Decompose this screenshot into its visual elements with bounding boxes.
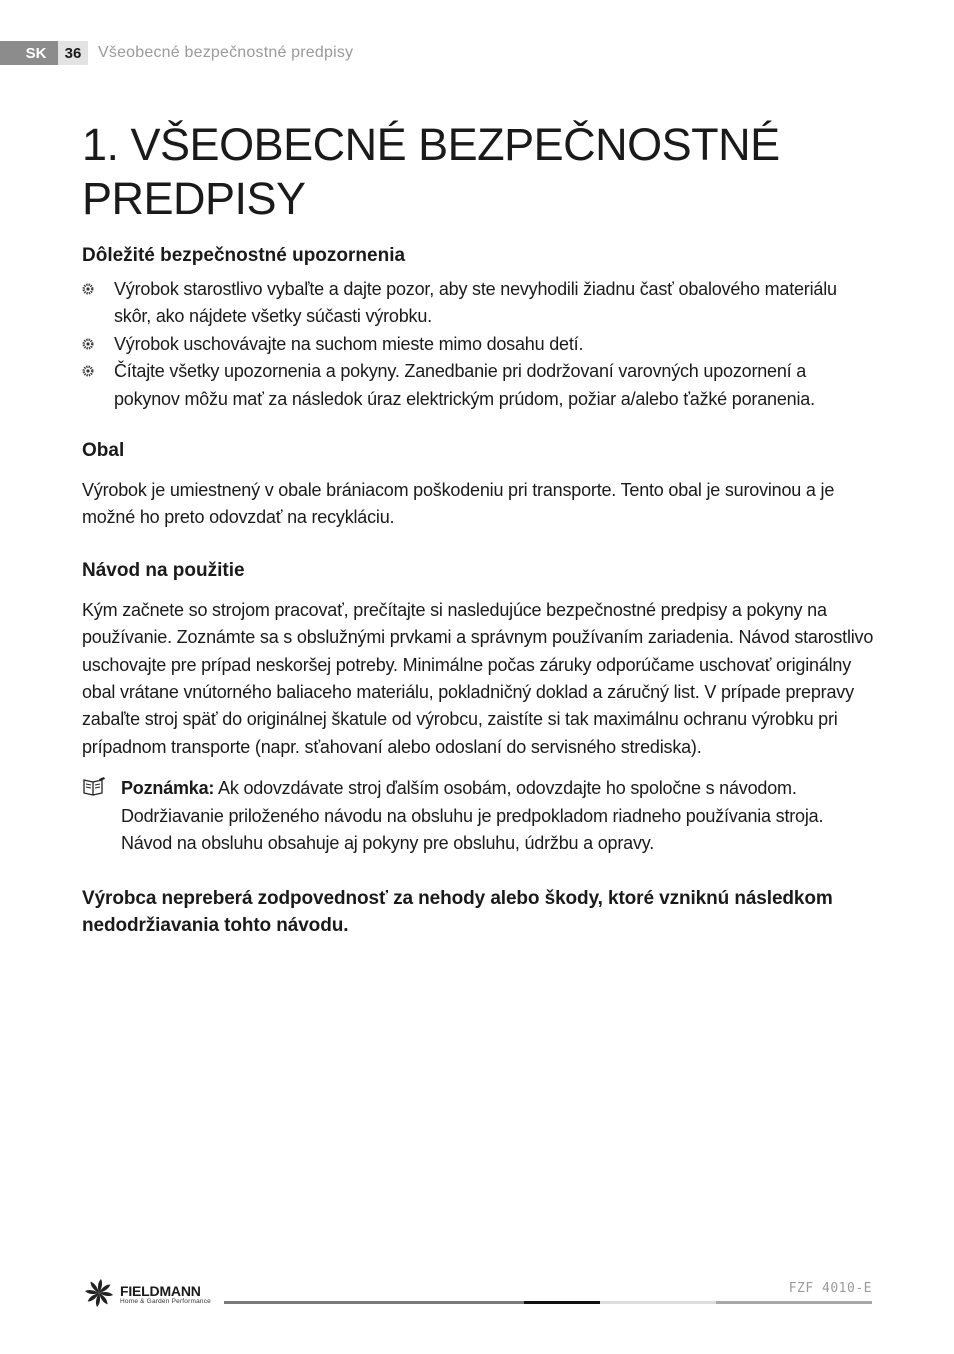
section-heading-packaging: Obal bbox=[82, 440, 125, 462]
model-number: FZF 4010-E bbox=[788, 1281, 872, 1296]
note-block bbox=[82, 775, 874, 857]
gear-bullet-icon bbox=[82, 283, 94, 295]
page-content bbox=[82, 118, 874, 940]
running-title: Všeobecné bezpečnostné predpisy bbox=[98, 44, 354, 61]
brand-name: FIELDMANN bbox=[120, 1283, 201, 1299]
important-list bbox=[82, 276, 874, 413]
open-book-icon bbox=[82, 777, 106, 797]
packaging-text: Výrobok je umiestnený v obale brániacom poškodeniu pri transporte. Tento obal je surovinou a je možné ho preto odovzdať na recykláciu. bbox=[82, 480, 835, 528]
list-item-text: Čítajte všetky upozornenia a pokyny. Zanedbanie pri dodržovaní varovných upozornení a pokynov môžu mať za následok úraz elektrickým prúdom, požiar a/alebo ťažké poranenia. bbox=[114, 361, 815, 409]
brand-tagline: Home & Garden Performance bbox=[120, 1298, 211, 1305]
gear-bullet-icon bbox=[82, 338, 94, 350]
list-item-text: Výrobok uschovávajte na suchom mieste mimo dosahu detí. bbox=[114, 333, 584, 354]
page-header bbox=[0, 41, 353, 65]
gear-bullet-icon bbox=[82, 365, 94, 377]
brand-logo bbox=[82, 1276, 222, 1312]
list-item-text: Výrobok starostlivo vybaľte a dajte pozor, aby ste nevyhodili žiadnu časť obalového materiálu skôr, ako nájdete všetky súčasti výrobku. bbox=[114, 279, 837, 327]
list-item bbox=[82, 331, 874, 358]
manual-text: Kým začnete so strojom pracovať, prečítajte si nasledujúce bezpečnostné predpisy a pokyny na používanie. Zoznámte sa s obslužnými prvkami a správnym používaním zariadenia. Návod starostlivo uschovajte pre prípad neskoršej potreby. Minimálne počas záruky odporúčame uschovať originálny obal vrátane vnútorného baliaceho materiálu, pokladničný doklad a záručný list. V prípade prepravy zabaľte stroj späť do originálnej škatule od výrobcu, zaistíte si tak maximálnu ochranu výrobku pri prípadnom transporte (napr. sťahovaní alebo odoslaní do servisného strediska). bbox=[82, 599, 874, 757]
section-heading-manual: Návod na použitie bbox=[82, 559, 245, 581]
footer-rule-right bbox=[716, 1301, 872, 1304]
page-number: 36 bbox=[58, 41, 88, 65]
language-tag: SK bbox=[0, 41, 58, 65]
note-label: Poznámka: bbox=[121, 778, 215, 799]
list-item bbox=[82, 276, 874, 331]
liability-warning: Výrobca nepreberá zodpovednosť za nehody alebo škody, ktoré vzniknú následkom nedodržiavania tohto návodu. bbox=[82, 887, 833, 936]
note-paragraph bbox=[121, 775, 874, 857]
note-text: Ak odovzdávate stroj ďalším osobám, odovzdajte ho spoločne s návodom. Dodržiavanie priloženého návodu na obsluhu je predpokladom riadneho používania stroja. Návod na obsluhu obsahuje aj pokyny pre obsluhu, údržbu a opravy. bbox=[121, 778, 824, 854]
fieldmann-logo-icon bbox=[82, 1276, 116, 1310]
list-item bbox=[82, 358, 874, 413]
footer-rule-light bbox=[600, 1301, 716, 1304]
page-title: 1. VŠEOBECNÉ BEZPEČNOSTNÉ PREDPISY bbox=[82, 119, 780, 224]
page-footer bbox=[82, 1276, 872, 1316]
footer-rule-middle bbox=[524, 1301, 600, 1304]
footer-rule-left bbox=[224, 1301, 524, 1304]
section-heading-important: Dôležité bezpečnostné upozornenia bbox=[82, 245, 406, 266]
